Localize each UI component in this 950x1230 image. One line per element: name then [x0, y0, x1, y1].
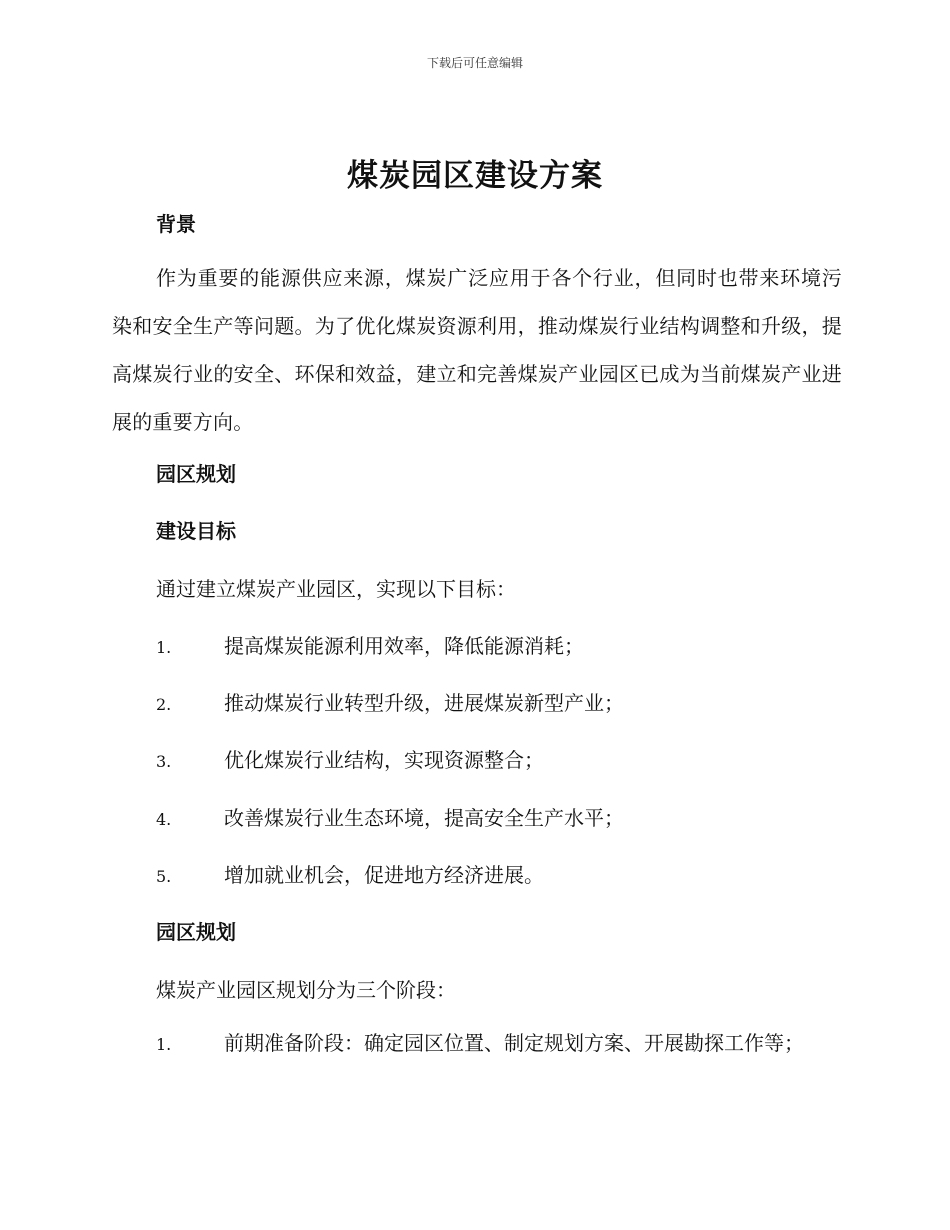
list-item-text: 改善煤炭行业生态环境，提高安全生产水平； [224, 806, 624, 830]
header-note: 下载后可任意编辑 [426, 56, 523, 70]
stages-intro: 煤炭产业园区规划分为三个阶段： [156, 978, 456, 1002]
list-item-number: 3. [156, 752, 172, 771]
list-item-text: 推动煤炭行业转型升级，进展煤炭新型产业； [224, 691, 624, 715]
list-item [156, 744, 544, 773]
list-item-text: 增加就业机会，促进地方经济进展。 [224, 863, 544, 887]
list-item-number: 2. [156, 695, 172, 714]
list-item-text: 提高煤炭能源利用效率，降低能源消耗； [224, 634, 584, 658]
list-item-number: 5. [156, 867, 172, 886]
list-item [156, 630, 584, 659]
background-paragraph: 作为重要的能源供应来源，煤炭广泛应用于各个行业，但同时也带来环境污染和安全生产等问题。为了优化煤炭资源利用，推动煤炭行业结构调整和升级，提高煤炭行业的安全、环保和效益，建立和完善煤炭产业园区已成为当前煤炭产业进展的重要方向。 [112, 266, 842, 434]
list-item-text: 前期准备阶段：确定园区位置、制定规划方案、开展勘探工作等； [224, 1031, 804, 1055]
page-title: 煤炭园区建设方案 [347, 158, 603, 194]
list-item [156, 802, 624, 831]
list-item [156, 687, 624, 716]
section-heading-park-planning: 园区规划 [156, 462, 236, 486]
section-heading-goals: 建设目标 [156, 519, 236, 543]
list-item [112, 1022, 832, 1066]
list-item-number: 4. [156, 810, 172, 829]
list-item [156, 859, 544, 888]
list-item-number: 1. [156, 638, 172, 657]
section-heading-background: 背景 [156, 212, 196, 236]
list-item-number: 1. [156, 1035, 172, 1054]
list-item-text: 优化煤炭行业结构，实现资源整合； [224, 748, 544, 772]
section-heading-park-planning-2: 园区规划 [156, 920, 236, 944]
goals-intro: 通过建立煤炭产业园区，实现以下目标： [156, 577, 516, 601]
